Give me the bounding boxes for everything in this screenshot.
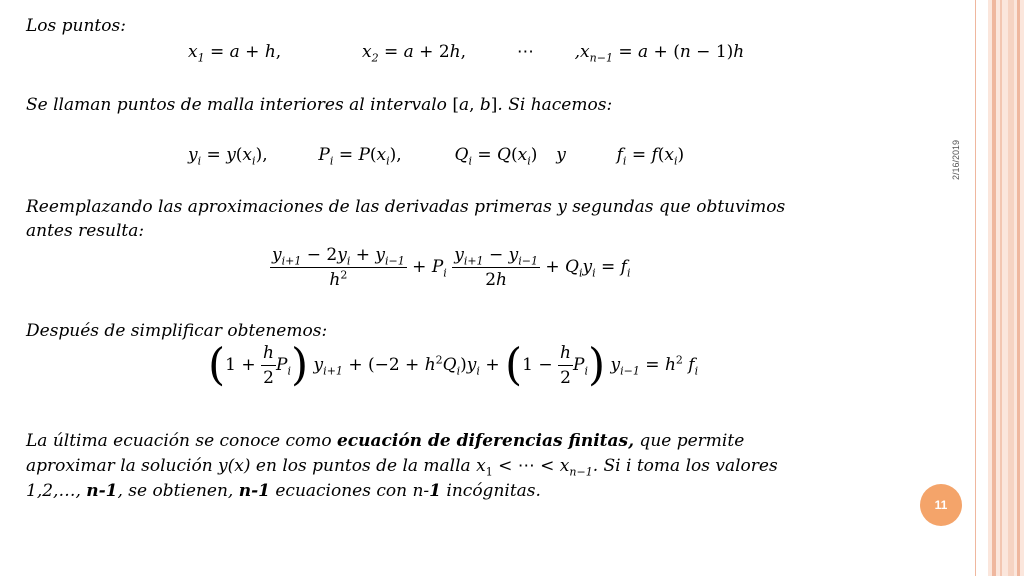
side-stripe-2 <box>1000 0 1002 576</box>
x2-sub: 2 <box>371 51 379 65</box>
def-q-close: ) <box>530 145 538 165</box>
mesh-points-equation <box>188 42 745 65</box>
page-number-badge: 11 <box>920 484 962 526</box>
x1-sub: 1 <box>197 51 205 65</box>
x1-def: = 𝑎 + ℎ, <box>210 42 282 62</box>
def-y-eq: = 𝑦(𝑥 <box>206 145 253 165</box>
side-stripe-3 <box>1008 0 1014 576</box>
para3-l1-c: que permite <box>634 431 745 451</box>
para3-l3-e: ecuaciones con n- <box>269 481 430 501</box>
para3-l2-a: aproximar la solución y(x) en los puntos de la malla <box>26 456 477 476</box>
def-p-eq: = 𝑃(𝑥 <box>338 145 387 165</box>
conj-y: 𝑦 <box>556 145 566 165</box>
para3-l1-a: La última ecuación se conoce como <box>26 431 337 451</box>
para3-line3 <box>26 481 541 501</box>
def-p: 𝑃 <box>318 145 330 165</box>
para3-line1 <box>26 431 744 451</box>
para3-l3-d: n-1 <box>238 481 270 501</box>
para3-l3-g: incógnitas. <box>441 481 541 501</box>
def-y-close: ), <box>255 145 268 165</box>
definitions-equation: 𝑦$_𝑖$ = 𝑦(𝑥$_𝑖$), 𝑃$_𝑖$ = 𝑃(𝑥$_𝑖$), 𝑄$_𝑖$ = 𝑄(𝑥$_𝑖$) 𝑦 𝑓$_𝑖$ = 𝑓(𝑥$_𝑖$) <box>188 145 685 168</box>
para3-l3-b: n-1 <box>86 481 118 501</box>
para3-line2: aproximar la solución y(x) en los puntos de la malla 𝑥$_1$ < ⋯ < 𝑥$_{𝑛-1}$. Si i toma los valores <box>26 456 778 479</box>
approximation-equation: $\frac{𝑦_{𝑖+1} - 2𝑦_𝑖 + 𝑦_{𝑖-1}}{ℎ^2}$ + 𝑃$_𝑖$ $\frac{𝑦_{𝑖+1} - 𝑦_{𝑖-1}}{\text{2ℎ}}$ + 𝑄$_𝑖$𝑦$_𝑖$ = 𝑓$_𝑖$ <box>272 245 631 290</box>
first-derivative-fraction: $\frac{𝑦_{𝑖+1} - 𝑦_{𝑖-1}}{\text{2ℎ}}$ <box>454 245 538 290</box>
intro-text: Los puntos: <box>26 16 126 36</box>
def-p-close: ), <box>389 145 402 165</box>
interval: [𝑎, 𝑏] <box>452 95 498 115</box>
para2-text: Después de simplificar obtenemos: <box>26 321 328 341</box>
para3-l2-b: . Si i toma los valores <box>592 456 778 476</box>
xn-def: = 𝑎 + (𝑛 − 1)ℎ <box>618 42 745 62</box>
side-stripe-4 <box>1017 0 1020 576</box>
def-f-eq: = 𝑓(𝑥 <box>631 145 675 165</box>
divider-line <box>975 0 976 576</box>
def-f: 𝑓 <box>616 145 623 165</box>
finite-difference-term: ecuación de diferencias finitas, <box>336 431 635 451</box>
xn-sub: 𝑛−1 <box>589 51 613 65</box>
para3-l3-f: 1 <box>429 481 442 501</box>
para1-line2: antes resulta: <box>26 221 145 241</box>
def-q: 𝑄 <box>454 145 469 165</box>
def-q-eq: = 𝑄(𝑥 <box>477 145 528 165</box>
side-stripe-1 <box>992 0 996 576</box>
x2-def: = 𝑎 + 2ℎ, <box>384 42 467 62</box>
interior-points-text <box>26 95 612 115</box>
slide-date: 2/16/2019 <box>951 139 961 181</box>
def-f-close: ) <box>677 145 685 165</box>
para3-l3-a: 1,2,…, <box>26 481 87 501</box>
if-we-do: . Si hacemos: <box>497 95 613 115</box>
ellipsis: ⋯ <box>516 42 534 62</box>
para1-line1: Reemplazando las aproximaciones de las derivadas primeras y segundas que obtuvimos <box>26 197 786 217</box>
finite-difference-equation: (1 + $\frac{\text{ℎ}}{2}$ 𝑃$_𝑖$) 𝑦$_{𝑖+1}$ + (−2 + ℎ$^2$𝑄$_𝑖$)𝑦$_𝑖$ + (1 − $\frac{\text{ℎ}}{2}$ 𝑃$_𝑖$) 𝑦$_{𝑖-1}$ = ℎ$^2$ 𝑓$_𝑖$ <box>208 339 699 391</box>
interior-label: Se llaman puntos de malla interiores al intervalo <box>26 95 447 115</box>
second-derivative-fraction: $\frac{𝑦_{𝑖+1} - 2𝑦_𝑖 + 𝑦_{𝑖-1}}{ℎ^2}$ <box>272 245 405 290</box>
x1-var: 𝑥 <box>188 42 198 62</box>
x2-var: 𝑥 <box>362 42 372 62</box>
para3-l3-c: , se obtienen, <box>117 481 239 501</box>
xn-var: ,𝑥 <box>574 42 590 62</box>
def-y: 𝑦 <box>188 145 198 165</box>
